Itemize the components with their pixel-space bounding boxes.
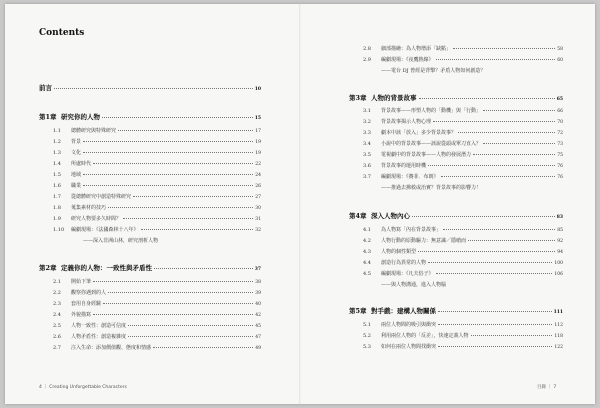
- toc-item[interactable]: [53, 290, 261, 297]
- toc-item[interactable]: [53, 312, 261, 319]
- toc-chapter-1[interactable]: [39, 113, 261, 123]
- item-number: 4.3: [363, 249, 371, 255]
- page-number: 40: [255, 302, 261, 307]
- toc-item[interactable]: [363, 152, 563, 159]
- item-number: 1.10: [53, 227, 65, 233]
- toc-chapter-3[interactable]: [349, 94, 563, 104]
- item-title: 注入生命：添加價值觀、態度和情感: [71, 345, 152, 351]
- item-number: 5.2: [363, 333, 371, 339]
- item-number: 4.5: [363, 271, 371, 277]
- toc-item[interactable]: [53, 334, 261, 341]
- page-number: 39: [255, 291, 261, 296]
- item-title: 編劇現場：《夜鷹熱線》: [381, 57, 434, 63]
- page-number: 118: [554, 334, 563, 339]
- item-title: 編劇現場：《凡夫俗子》: [381, 271, 434, 277]
- item-title: 研究人物要多久時間？: [71, 216, 122, 222]
- page-number: 15: [254, 116, 261, 121]
- page-number: 17: [255, 129, 261, 134]
- chapter-title: 人物的背景故事: [371, 94, 417, 102]
- item-title: 細部描繪：為人物增添「缺點」: [381, 46, 452, 52]
- item-number: 4.4: [363, 260, 371, 266]
- item-number: 2.1: [53, 279, 61, 285]
- page-number: 83: [556, 215, 563, 220]
- page-number: 94: [557, 250, 563, 255]
- chapter-label: 第5章: [349, 307, 367, 315]
- item-title: 蒐集素材的技巧: [71, 205, 107, 211]
- item-title: 外貌描寫: [71, 312, 92, 318]
- item-title: 總體研究與特殊研究: [71, 128, 117, 134]
- page-number: 76: [557, 164, 563, 169]
- toc-item[interactable]: [363, 46, 563, 53]
- left-page: [5, 4, 295, 404]
- item-title: 人物的個性類型: [381, 249, 417, 255]
- page-number: 49: [255, 346, 261, 351]
- toc-item[interactable]: [53, 150, 261, 157]
- toc-item[interactable]: [53, 139, 261, 146]
- item-title: 開始下筆: [71, 279, 92, 285]
- chapter-label: 第4章: [349, 212, 367, 220]
- item-number: 3.7: [363, 174, 371, 180]
- page-number: 73: [557, 142, 563, 147]
- toc-item[interactable]: [53, 323, 261, 330]
- toc-item[interactable]: [363, 108, 563, 115]
- item-number: 3.4: [363, 141, 371, 147]
- page-number: 76: [557, 175, 563, 180]
- toc-item[interactable]: [53, 279, 261, 286]
- item-title: 套用自身經驗: [71, 301, 102, 307]
- item-title: 小說中的背景故事——該說從頭或單刀直入？: [381, 141, 482, 147]
- item-title: 創造行為異常的人物: [381, 260, 427, 266]
- toc-chapter-5[interactable]: [349, 307, 563, 317]
- item-title: 劇本中該「放入」多少背景故事？: [381, 130, 457, 136]
- toc-item[interactable]: [363, 344, 563, 351]
- toc-item-subtitle: ——推過去拂救或治實？背景故事的影響力！: [381, 185, 482, 191]
- toc-item[interactable]: [53, 345, 261, 352]
- toc-item[interactable]: [53, 172, 261, 179]
- page-number: 30: [255, 206, 261, 211]
- page-number: 70: [557, 120, 563, 125]
- page-number: 19: [255, 151, 261, 156]
- toc-chapter-2[interactable]: [39, 264, 261, 274]
- item-title: 地域: [71, 172, 82, 178]
- item-number: 2.6: [53, 334, 61, 340]
- item-title: 背景故事——形塑人物的「動機」與「行動」: [381, 108, 482, 114]
- toc-item[interactable]: [53, 227, 261, 234]
- page-number: 27: [255, 195, 261, 200]
- page-number: 24: [255, 173, 261, 178]
- toc-item[interactable]: [363, 141, 563, 148]
- page-number: 47: [255, 335, 261, 340]
- item-title: 職業: [71, 183, 82, 189]
- item-number: 2.2: [53, 290, 61, 296]
- page-number: 85: [557, 228, 563, 233]
- item-number: 5.3: [363, 344, 371, 350]
- page-number: 65: [556, 97, 563, 102]
- page-number: 19: [255, 140, 261, 145]
- item-number: 4.2: [363, 238, 371, 244]
- toc-preface[interactable]: [39, 84, 261, 94]
- book-spread: [5, 4, 595, 404]
- page-number: 60: [557, 58, 563, 63]
- toc-item[interactable]: [363, 163, 563, 170]
- toc-item[interactable]: [53, 205, 261, 212]
- toc-item[interactable]: [53, 161, 261, 168]
- toc-chapter-4[interactable]: [349, 212, 563, 222]
- toc-item[interactable]: [363, 260, 563, 267]
- item-number: 1.4: [53, 161, 61, 167]
- item-number: 1.2: [53, 139, 61, 145]
- item-number: 2.8: [363, 46, 371, 52]
- book-gutter: [299, 4, 301, 404]
- item-number: 1.6: [53, 183, 61, 189]
- page-number: 10: [254, 87, 261, 92]
- item-number: 1.9: [53, 216, 61, 222]
- toc-item[interactable]: [53, 183, 261, 190]
- page-number: 106: [554, 272, 563, 277]
- page-number: 38: [255, 280, 261, 285]
- item-number: 2.9: [363, 57, 371, 63]
- item-number: 2.4: [53, 312, 61, 318]
- item-title: 利用兩位人物的「反差」，快速定義人物: [381, 333, 469, 339]
- item-number: 3.2: [363, 119, 371, 125]
- left-page-footer: 4 ｜ Creating Unforgettable Characters: [39, 385, 127, 390]
- right-page-footer: 目錄 ｜ 7: [537, 385, 557, 390]
- page-number: 26: [255, 184, 261, 189]
- item-title: 背景故事的運用時機: [381, 163, 427, 169]
- toc-item[interactable]: [53, 128, 261, 135]
- chapter-title: 對手戲：建構人物關係: [371, 307, 436, 315]
- toc-item[interactable]: [363, 271, 563, 278]
- item-number: 2.5: [53, 323, 61, 329]
- page-number: 32: [255, 228, 261, 233]
- toc-item[interactable]: [363, 249, 563, 256]
- toc-item[interactable]: [363, 130, 563, 137]
- item-title: 編劇現場：《賽菲．布朗》: [381, 174, 439, 180]
- item-number: 2.7: [53, 345, 61, 351]
- toc-item[interactable]: [363, 119, 563, 126]
- toc-item[interactable]: [363, 174, 563, 181]
- toc-item-subtitle: ——與人物溝通，進入人物腦: [381, 282, 447, 288]
- toc-item[interactable]: [363, 322, 563, 329]
- chapter-title: 研究你的人物: [61, 113, 100, 121]
- page-number: 92: [557, 239, 563, 244]
- item-number: 3.1: [363, 108, 371, 114]
- right-page: [305, 4, 595, 404]
- toc-item[interactable]: [53, 194, 261, 201]
- page-number: 45: [255, 324, 261, 329]
- item-number: 3.6: [363, 163, 371, 169]
- item-title: 電視劇中的背景故事——人物的發展潛力: [381, 152, 472, 158]
- item-number: 2.3: [53, 301, 61, 307]
- toc-item[interactable]: [363, 238, 563, 245]
- item-title: 背景故事揭示人物心理: [381, 119, 432, 125]
- toc-item[interactable]: [363, 333, 563, 340]
- preface-label: 前言: [39, 84, 52, 92]
- chapter-label: 第3章: [349, 94, 367, 102]
- page-number: 122: [554, 345, 563, 350]
- page-number: 42: [255, 313, 261, 318]
- contents-title: Contents: [39, 28, 85, 38]
- toc-item[interactable]: [53, 216, 261, 223]
- page-number: 100: [554, 261, 563, 266]
- page-number: 66: [557, 109, 563, 114]
- item-number: 1.7: [53, 194, 61, 200]
- chapter-title: 定義你的人物：一致性與矛盾性: [61, 264, 152, 272]
- page-number: 75: [557, 153, 563, 158]
- page-number: 31: [255, 217, 261, 222]
- toc-item-subtitle: ——電台 DJ 曾經是背擊？矛盾人物如何創造？: [381, 68, 486, 74]
- item-number: 1.8: [53, 205, 61, 211]
- item-title: 兩位人物間的吸引與衝突: [381, 322, 437, 328]
- toc-item[interactable]: [363, 57, 563, 64]
- item-number: 3.5: [363, 152, 371, 158]
- item-number: 3.3: [363, 130, 371, 136]
- page-number: 37: [254, 267, 261, 272]
- toc-item[interactable]: [53, 301, 261, 308]
- item-title: 觀察你遇到的人: [71, 290, 107, 296]
- toc-item-subtitle: ——深入非洲山林，研究剖析人物: [83, 238, 159, 244]
- item-title: 從總體研究中創造特殊研究: [71, 194, 132, 200]
- page-number: 58: [557, 47, 563, 52]
- page-number: 112: [554, 323, 563, 328]
- item-number: 1.3: [53, 150, 61, 156]
- item-title: 編劇現場：《法國森林十八年》: [71, 227, 139, 233]
- item-title: 如何在兩位人物間找衝突: [381, 344, 437, 350]
- chapter-title: 深入人物內心: [371, 212, 410, 220]
- item-title: 人物矛盾性：創造複雜度: [71, 334, 127, 340]
- item-title: 所處時代: [71, 161, 92, 167]
- page-number: 22: [255, 162, 261, 167]
- toc-item[interactable]: [363, 227, 563, 234]
- item-title: 文化: [71, 150, 82, 156]
- item-title: 背景: [71, 139, 82, 145]
- chapter-label: 第2章: [39, 264, 57, 272]
- page-number: 72: [557, 131, 563, 136]
- item-number: 5.1: [363, 322, 371, 328]
- chapter-label: 第1章: [39, 113, 57, 121]
- item-number: 4.1: [363, 227, 371, 233]
- item-number: 1.1: [53, 128, 61, 134]
- item-title: 人物一致性：創造可信度: [71, 323, 127, 329]
- item-title: 人物行動的原動驅力：無意識／隱嗆而: [381, 238, 467, 244]
- page-number: 111: [553, 310, 563, 315]
- item-title: 為人物寫「內在背景故事」: [381, 227, 442, 233]
- item-number: 1.5: [53, 172, 61, 178]
